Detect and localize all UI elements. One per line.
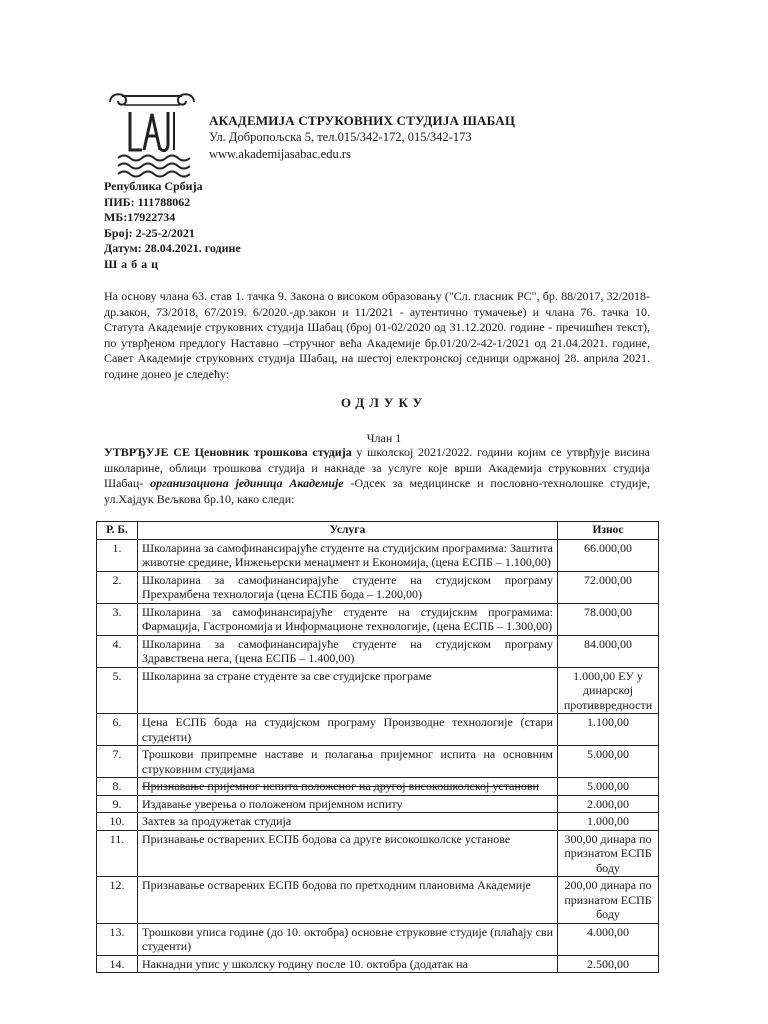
table-row (97, 830, 659, 877)
row-service: Школарина за самофинансирајуће студенте на студијском програму Прехрамбена технологија (цена ЕСПБ бода – 1.200,00) (138, 571, 558, 603)
row-service: Признавање пријемног испита положеног на другој високошколској установи (138, 778, 558, 796)
row-amount: 5.000,00 (558, 746, 659, 778)
row-service: Школарина за самофинансирајуће студенте на студијском програму Здравствена нега, (цена ЕСПБ – 1.400,00) (138, 635, 558, 667)
institution-name: АКАДЕМИЈА СТРУКОВНИХ СТУДИЈА ШАБАЦ (209, 113, 516, 128)
table-row (97, 635, 659, 667)
meta-pib: ПИБ: 111788062 (104, 194, 191, 209)
row-number: 2. (97, 571, 138, 603)
row-number: 4. (97, 635, 138, 667)
row-amount: 1.000,00 (558, 813, 659, 831)
row-amount: 2.000,00 (558, 795, 659, 813)
institution-header (209, 112, 515, 163)
table-row (97, 714, 659, 746)
row-amount: 1.000,00 ЕУ у динарској противвредности (558, 667, 659, 714)
table-row (97, 877, 659, 924)
institution-address: Ул. Добропољска 5, тел.015/342-172, 015/342-173 (209, 130, 472, 144)
table-row (97, 667, 659, 714)
row-amount: 84.000,00 (558, 635, 659, 667)
academy-logo-icon (104, 88, 200, 180)
row-amount: 300,00 динара по признатом ЕСПБ боду (558, 830, 659, 877)
table-row (97, 571, 659, 603)
table-row (97, 603, 659, 635)
row-amount: 1.100,00 (558, 714, 659, 746)
institution-website: www.akademijasabac.edu.rs (209, 147, 351, 161)
row-amount: 72.000,00 (558, 571, 659, 603)
decision-text-1: у школској 2021/2022. години којим се утврђује висина школарине, облици трошкова студија и накнаде за услуге које врши Академија струковних студија Шабац- (104, 445, 650, 491)
decision-paragraph (104, 445, 650, 507)
row-number: 11. (97, 830, 138, 877)
row-service: Накнадни упис у школску годину после 10. октобра (додатак на (138, 955, 558, 973)
row-amount: 200,00 динара по признатом ЕСПБ боду (558, 877, 659, 924)
table-row (97, 923, 659, 955)
price-table (96, 521, 659, 973)
meta-number: Број: 2-25-2/2021 (104, 225, 195, 240)
meta-mb: МБ:17922734 (104, 210, 176, 224)
row-number: 8. (97, 778, 138, 796)
table-row (97, 539, 659, 571)
row-service: Издавање уверења о положеном пријемном испиту (138, 795, 558, 813)
decision-text-2: -Одсек за медицинске и пословно-технолошке студије, ул.Хајдук Вељкова бр.10, како следи: (104, 476, 650, 506)
row-service: Трошкови припремне наставе и полагања пријемног испита на основним струковним студијама (138, 746, 558, 778)
header-amount: Износ (558, 522, 659, 540)
row-service: Цена ЕСПБ бода на студијском програму Производне технологије (стари студенти) (138, 714, 558, 746)
meta-city: Шабац (104, 256, 163, 271)
row-amount: 78.000,00 (558, 603, 659, 635)
meta-date: Датум: 28.04.2021. године (104, 241, 241, 255)
table-row (97, 795, 659, 813)
row-amount: 5.000,00 (558, 778, 659, 796)
row-service: Захтев за продужетак студија (138, 813, 558, 831)
row-number: 6. (97, 714, 138, 746)
document-title: ОДЛУКУ (340, 395, 428, 410)
table-row (97, 955, 659, 973)
row-service: Признавање остварених ЕСПБ бодова по претходним плановима Академије (138, 877, 558, 924)
row-amount: 66.000,00 (558, 539, 659, 571)
row-number: 14. (97, 955, 138, 973)
row-number: 13. (97, 923, 138, 955)
row-service: Трошкови уписа године (до 10. октобра) основне струковне студије (плаћају сви студенти) (138, 923, 558, 955)
row-service: Школарина за стране студенте за све студијске програме (138, 667, 558, 714)
row-number: 1. (97, 539, 138, 571)
row-amount: 2.500,00 (558, 955, 659, 973)
article-heading: Члан 1 (366, 431, 402, 445)
table-row (97, 746, 659, 778)
document-meta (104, 179, 241, 272)
row-number: 10. (97, 813, 138, 831)
table-row (97, 778, 659, 796)
table-row (97, 813, 659, 831)
header-rb: Р. Б. (97, 522, 138, 540)
row-number: 12. (97, 877, 138, 924)
row-amount: 4.000,00 (558, 923, 659, 955)
row-number: 3. (97, 603, 138, 635)
row-service: Школарина за самофинансирајуће студенте на студијским програмима: Заштита животне средине, Инжењерски менаџмент и Економија, (цена ЕСПБ – 1.100,00) (138, 539, 558, 571)
row-number: 7. (97, 746, 138, 778)
decision-unit: организациона јединица Академије (150, 476, 344, 491)
meta-country: Република Србија (104, 179, 203, 193)
row-service: Признавање остварених ЕСПБ бодова са друге високошколске установе (138, 830, 558, 877)
header-service: Услуга (138, 522, 558, 540)
decision-lead: УТВРЂУЈЕ СЕ Ценовник трошкова студија (104, 445, 352, 459)
legal-basis-paragraph: На основу члана 63. став 1. тачка 9. Закона о високом образовању ("Сл. гласник РС", бр. 88/2017, 32/2018-др.закон, 73/2018, 67/2019. 6/2020.-др.закон и 11/2021 - аутентично тумачење) и члана 76. тачка 10. Статута Академије струковних студија Шабац (број 01-02/2020 од 31.12.2020. године - пречишћен текст), по утврђеном предлогу Наставно –стручног већа Академије бр.01/20/2-42-1/2021 од 21.04.2021. године, Савет Академије струковних студија Шабац, на шестој електронској седници одржаној 28. априла 2021. године донео је следећу: (104, 289, 650, 381)
row-number: 5. (97, 667, 138, 714)
table-header-row (97, 522, 659, 540)
row-number: 9. (97, 795, 138, 813)
row-service: Школарина за самофинансирајуће студенте на студијским програмима: Фармација, Гастрономија и Информационе технологије, (цена ЕСПБ – 1.300,00) (138, 603, 558, 635)
